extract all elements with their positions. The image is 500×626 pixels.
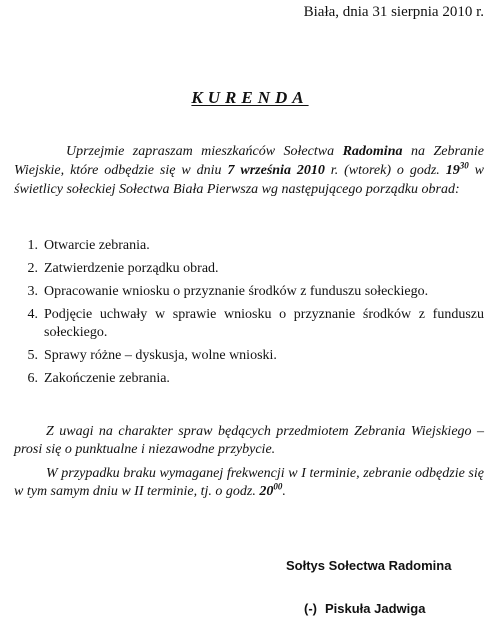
intro-part1: Uprzejmie zapraszam mieszkańców Sołectwa xyxy=(66,144,343,159)
agenda-item-text: Sprawy różne – dyskusja, wolne wnioski. xyxy=(44,348,277,363)
note-end: . xyxy=(282,484,286,499)
intro-hour xyxy=(445,160,469,178)
note-punctuality: Z uwagi na charakter spraw będących przedmiotem Zebrania Wiejskiego – prosi się o punktualne i niezawodne przybycie. xyxy=(14,424,484,457)
agenda-item-number: 5. xyxy=(27,348,38,363)
agenda-item xyxy=(14,237,484,255)
agenda-item-number: 6. xyxy=(27,371,38,386)
agenda-item-text: Zakończenie zebrania. xyxy=(44,371,170,386)
note-minutes: 00 xyxy=(273,481,283,492)
signature-title: Sołtys Sołectwa Radomina xyxy=(286,558,452,573)
intro-hour-value: 19 xyxy=(445,163,460,178)
note-second-term-hour xyxy=(259,481,283,499)
note-second-term xyxy=(14,465,484,501)
agenda-item xyxy=(14,370,484,388)
agenda-item xyxy=(14,306,484,342)
signature-mark: (-) xyxy=(304,601,317,616)
agenda-item-text: Podjęcie uchwały w sprawie wniosku o przyznanie środków z funduszu sołeckiego. xyxy=(44,307,484,340)
intro-part4: w świetlicy sołeckiej Sołectwa Biała Pierwsza wg następującego porządku obrad: xyxy=(14,163,484,197)
agenda-item-number: 2. xyxy=(27,261,38,276)
intro-part3: r. (wtorek) o godz. xyxy=(324,163,446,178)
signature-name: Piskuła Jadwiga xyxy=(325,601,426,616)
agenda-item-number: 3. xyxy=(27,284,38,299)
signature-name-line xyxy=(304,601,425,616)
agenda-item xyxy=(14,347,484,365)
notes-section xyxy=(14,423,484,507)
date-line: Biała, dnia 31 sierpnia 2010 r. xyxy=(303,4,484,20)
agenda-item-number: 4. xyxy=(27,307,38,322)
agenda-item xyxy=(14,283,484,301)
note-second-term-text: W przypadku braku wymaganej frekwencji w I terminie, zebranie odbędzie się w tym samym dniu w II terminie, tj. o godz. xyxy=(14,466,484,499)
agenda-list xyxy=(14,237,484,393)
note-hour-value: 20 xyxy=(259,484,274,499)
agenda-item-text: Otwarcie zebrania. xyxy=(44,238,150,253)
document-title-text: KURENDA xyxy=(191,88,309,107)
intro-paragraph xyxy=(14,142,484,199)
agenda-item-number: 1. xyxy=(27,238,38,253)
document-title xyxy=(0,88,500,108)
intro-part2: na Zebranie Wiejskie, które odbędzie się w dniu xyxy=(14,144,484,178)
agenda-item-text: Zatwierdzenie porządku obrad. xyxy=(44,261,219,276)
intro-minutes: 30 xyxy=(459,160,469,171)
intro-date: 7 września 2010 xyxy=(227,163,325,178)
agenda-item xyxy=(14,260,484,278)
intro-village: Radomina xyxy=(342,144,403,159)
agenda-item-text: Opracowanie wniosku o przyznanie środków z funduszu sołeckiego. xyxy=(44,284,429,299)
